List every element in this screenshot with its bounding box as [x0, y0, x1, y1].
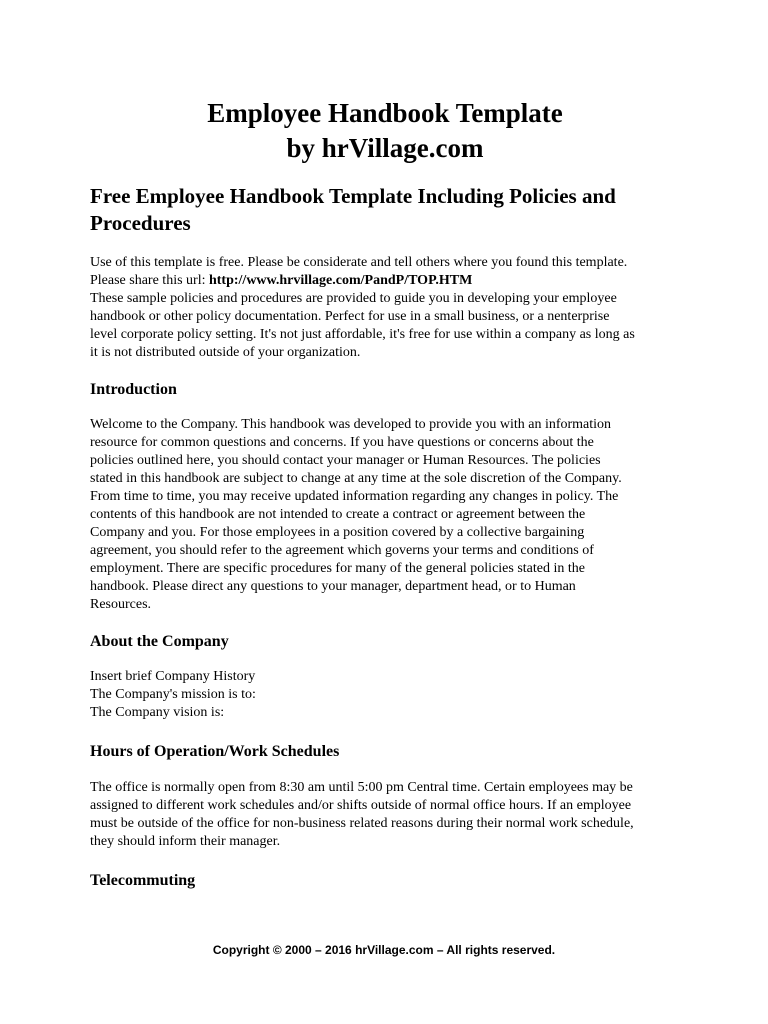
text-line: policies outlined here, you should contact your manager or Human Resources. The policies — [90, 453, 601, 468]
text-line: Company and you. For those employees in a position covered by a collective bargaining — [90, 525, 585, 540]
url-prefix: Please share this url: — [90, 273, 209, 288]
text-line: resource for common questions and concerns. If you have questions or concerns about the — [90, 435, 594, 450]
text-line: assigned to different work schedules and/or shifts outside of normal office hours. If an employee — [90, 798, 632, 813]
text-line: Use of this template is free. Please be considerate and tell others where you found this template. — [90, 255, 628, 270]
text-line: Welcome to the Company. This handbook was developed to provide you with an information — [90, 417, 612, 432]
copyright-footer: Copyright © 2000 – 2016 hrVillage.com – All rights reserved. — [212, 943, 556, 957]
document-title — [90, 96, 680, 166]
title-line: by hrVillage.com — [286, 133, 484, 163]
text-line: These sample policies and procedures are provided to guide you in developing your employee — [90, 291, 617, 306]
subtitle-line: Procedures — [90, 211, 191, 235]
text-line: they should inform their manager. — [90, 834, 281, 849]
text-line: it is not distributed outside of your organization. — [90, 345, 361, 360]
text-line: level corporate policy setting. It's not just affordable, it's free for use within a company as long as — [90, 327, 635, 342]
document-subtitle — [90, 183, 680, 237]
text-line: employment. There are specific procedures for many of the general policies stated in the — [90, 561, 585, 576]
text-line: The Company's mission is to: — [90, 687, 256, 702]
text-line — [90, 272, 680, 290]
section-heading-hours: Hours of Operation/Work Schedules — [90, 743, 340, 760]
subtitle-line: Free Employee Handbook Template Including Policies and — [90, 184, 616, 208]
text-line: contents of this handbook are not intended to create a contract or agreement between the — [90, 507, 586, 522]
section-heading-about: About the Company — [90, 633, 229, 650]
text-line: must be outside of the office for non-business related reasons during their normal work schedule, — [90, 816, 634, 831]
introduction-paragraph — [90, 416, 680, 614]
text-line: Resources. — [90, 597, 152, 612]
intro-paragraph — [90, 254, 680, 362]
text-line: stated in this handbook are subject to change at any time at the sole discretion of the Company. — [90, 471, 622, 486]
text-line: handbook or other policy documentation. Perfect for use in a small business, or a nenterprise — [90, 309, 610, 324]
title-line: Employee Handbook Template — [207, 98, 563, 128]
text-line: The Company vision is: — [90, 705, 225, 720]
about-paragraph — [90, 668, 680, 722]
text-line: agreement, you should refer to the agreement which governs your terms and conditions of — [90, 543, 594, 558]
hours-paragraph — [90, 779, 680, 851]
text-line: From time to time, you may receive updated information regarding any changes in policy. The — [90, 489, 619, 504]
section-heading-introduction: Introduction — [90, 381, 177, 398]
text-line: handbook. Please direct any questions to your manager, department head, or to Human — [90, 579, 576, 594]
share-url-link[interactable]: http://www.hrvillage.com/PandP/TOP.HTM — [208, 273, 473, 288]
text-line: Insert brief Company History — [90, 669, 256, 684]
section-heading-telecommuting: Telecommuting — [90, 872, 196, 889]
text-line: The office is normally open from 8:30 am until 5:00 pm Central time. Certain employees may be — [90, 780, 633, 795]
